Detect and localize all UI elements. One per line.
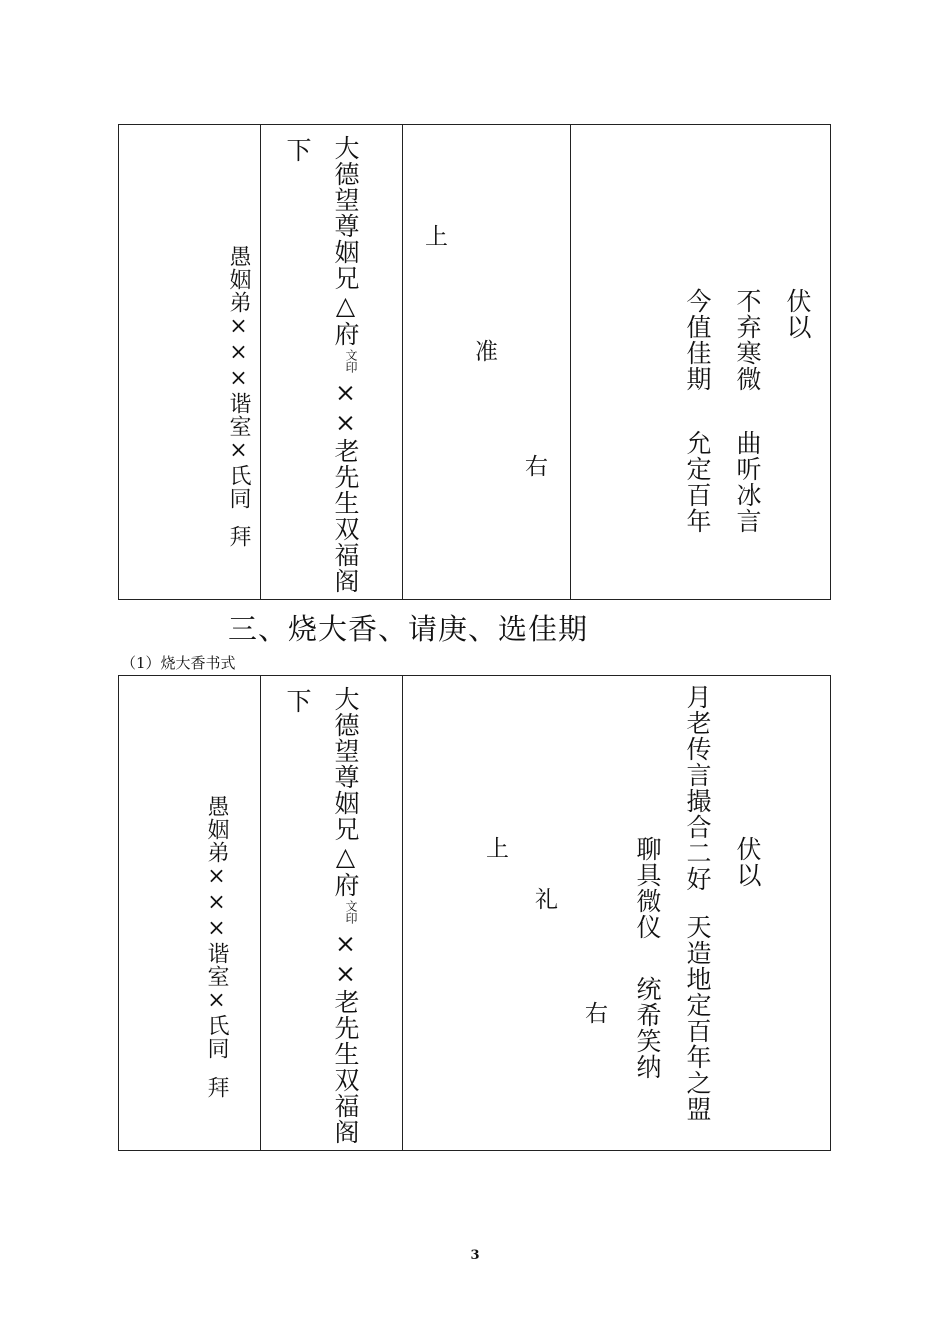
letter-table-1 [118,124,831,600]
text-fuyi: 伏以 [733,836,762,888]
text-col2-b: 天造地定百年之盟 [683,914,712,1122]
text-col3-b: 允定百年 [683,430,712,534]
mid-li: 礼 [535,887,558,913]
divider [570,125,571,599]
sender-bai: 拜 [204,1076,229,1099]
page-number: 3 [470,1248,480,1263]
recipient-xia: 下 [283,688,312,714]
mid-shang: 上 [425,224,448,250]
divider [402,125,403,599]
divider [402,676,403,1150]
sender-bai: 拜 [226,525,251,548]
recipient-name-a: 大德望尊姻兄△府 [331,135,360,347]
recipient-name-b: ××老先生双福阁 [331,929,360,1145]
mid-you: 右 [585,1001,608,1027]
sub-caption: （1）烧大香书式 [121,654,236,672]
mid-shang: 上 [486,836,509,862]
recipient-note: 文印 [344,349,358,373]
sender-column: 愚姻弟×××谐室×氏同 [226,245,251,510]
recipient-xia: 下 [283,137,312,163]
text-col2-a: 月老传言撮合二好 [683,684,712,892]
text-col3-a: 聊具微仪 [633,836,662,940]
text-col2-b: 曲听冰言 [733,430,762,534]
sender-column: 愚姻弟×××谐室×氏同 [204,795,229,1060]
divider [260,125,261,599]
text-col3-a: 今值佳期 [683,288,712,392]
text-col3-b: 统希笑纳 [633,976,662,1080]
divider [260,676,261,1150]
text-fuyi: 伏以 [783,288,812,340]
mid-zhun: 准 [475,339,498,365]
text-col2-a: 不弃寒微 [733,288,762,392]
letter-table-2 [118,675,831,1151]
section-heading: 三、烧大香、请庚、选佳期 [228,612,589,646]
recipient-note: 文印 [344,900,358,924]
mid-you: 右 [525,454,548,480]
recipient-name-b: ××老先生双福阁 [331,378,360,594]
recipient-name-a: 大德望尊姻兄△府 [331,686,360,898]
